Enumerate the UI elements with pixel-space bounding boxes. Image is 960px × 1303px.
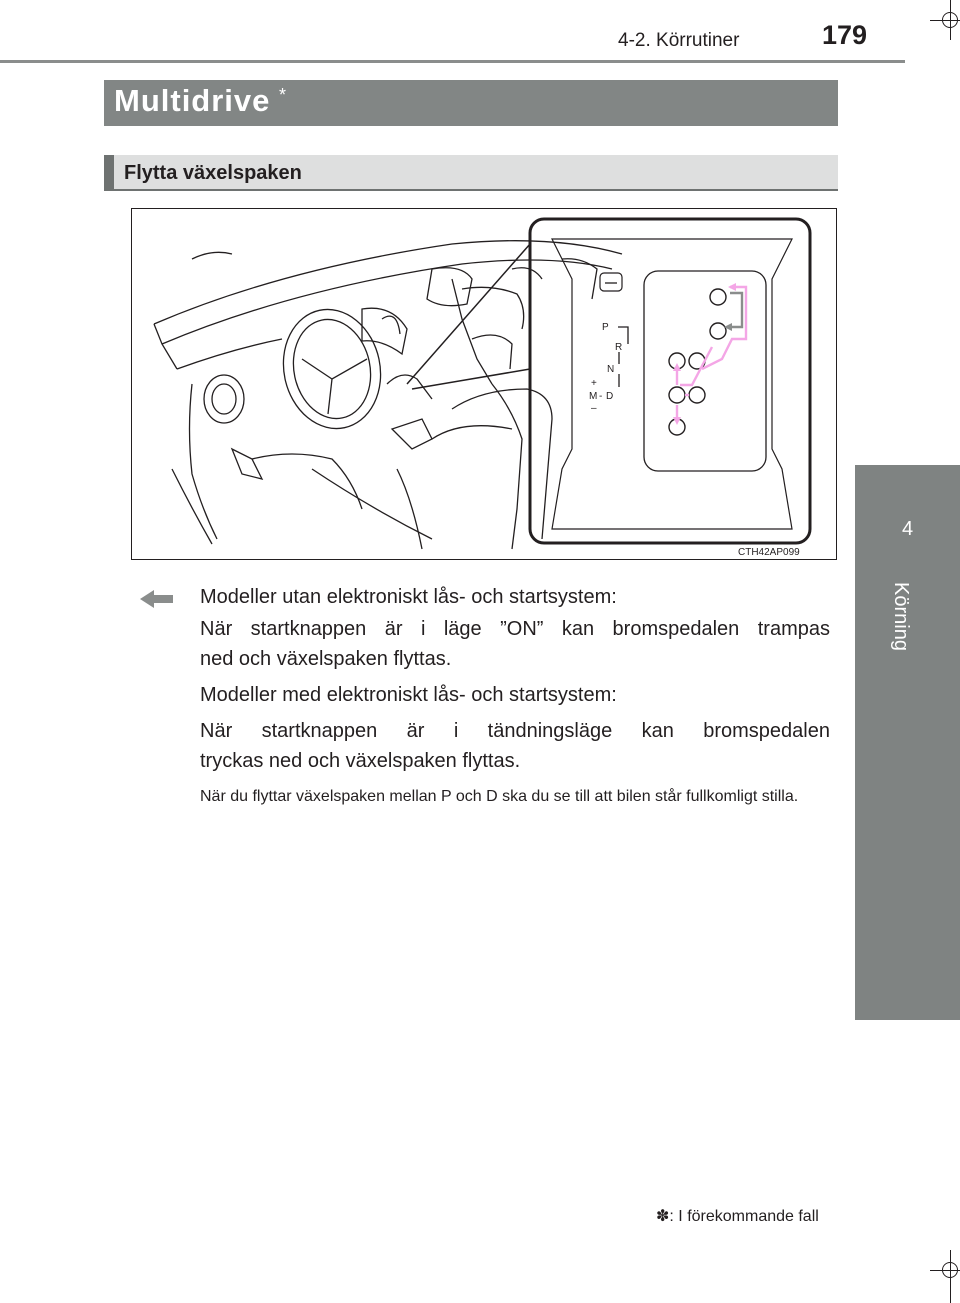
- crop-mark: [942, 1262, 958, 1278]
- page-number: 179: [822, 20, 868, 50]
- gate-label-minus: –: [591, 403, 597, 414]
- arrow-heads: [673, 283, 736, 425]
- gate-label-r: R: [615, 342, 623, 353]
- section-title: 4-2. Körrutiner: [618, 30, 740, 51]
- arrow-left-icon: [140, 588, 174, 610]
- paragraph-heading: Modeller utan elektroniskt lås- och startsystem:: [200, 586, 617, 608]
- subtitle-accent: [104, 155, 114, 191]
- paragraph-text: ned och växelspaken flyttas.: [200, 648, 452, 670]
- chapter-tab: [855, 465, 960, 1020]
- gate-label-d: D: [606, 391, 614, 402]
- gate-label-n: N: [607, 364, 615, 375]
- paragraph-text: tryckas ned och växelspaken flyttas.: [200, 750, 521, 772]
- gate-label-p: P: [602, 322, 609, 333]
- title-asterisk: *: [279, 85, 287, 105]
- chapter-label: Körning: [890, 582, 912, 651]
- crop-mark: [942, 12, 958, 28]
- figure-code: CTH42AP099: [738, 547, 800, 558]
- gate-label-m: M: [589, 391, 598, 402]
- paragraph-heading: Modeller med elektroniskt lås- och startsystem:: [200, 684, 617, 706]
- paragraph-text: När startknappen är i tändningsläge kan bromspedalen: [200, 720, 830, 742]
- note-text: När du flyttar växelspaken mellan P och D ska du se till att bilen står fullkomligt stilla.: [200, 788, 799, 805]
- shift-lever-illustration: [132, 209, 836, 559]
- car-interior-drawing: [154, 241, 622, 549]
- shift-arrows: [677, 287, 746, 417]
- paragraph-text: När startknappen är i läge ”ON” kan bromspedalen trampas: [200, 618, 830, 640]
- page-title: Multidrive: [114, 83, 271, 118]
- gate-dash: -: [599, 391, 603, 402]
- subtitle: Flytta växelspaken: [124, 162, 302, 184]
- footnote: ✽: I förekommande fall: [656, 1208, 819, 1225]
- chapter-number: 4: [901, 518, 914, 540]
- header-rule: [0, 60, 905, 63]
- gate-label-plus: +: [591, 378, 597, 389]
